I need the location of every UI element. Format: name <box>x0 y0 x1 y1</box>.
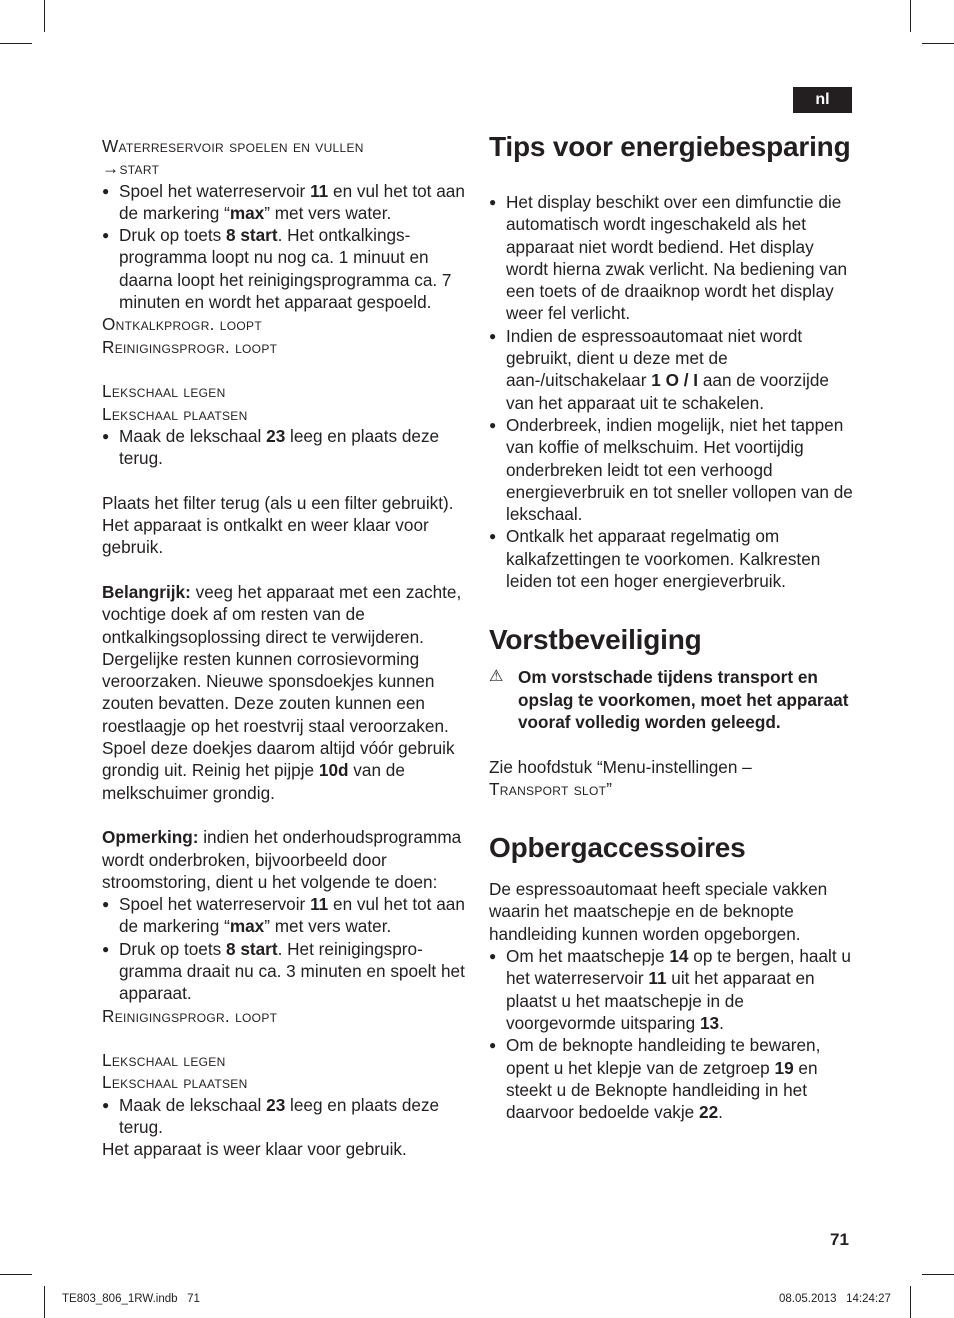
language-tab: nl <box>793 87 852 113</box>
warning-note: ⚠ Om vorstschade tijdens transport en opslag te voorkomen, moet het apparaat vooraf volledig worden geleegd. <box>489 667 849 732</box>
display-message: Waterreservoir spoelen en vullen <box>102 136 364 156</box>
list-item: ● Om de beknopte handleiding te bewaren, opent u het klepje van de zetgroep 19 en steekt u de Beknopte handleiding in het daarvoor bedoelde vakje 22. <box>489 1034 854 1123</box>
paragraph: Opmerking: indien het onderhoudsprogramma wordt onderbroken, bijvoorbeeld door stroomstoring, dient u het volgende te doen: <box>102 827 462 892</box>
display-message: →start <box>102 158 160 179</box>
crop-mark <box>910 1286 911 1318</box>
crop-mark <box>44 1286 45 1318</box>
list-item: ● Indien de espressoautomaat niet wordt gebruikt, dient u deze met de aan-/uitschakelaar 1 O / I aan de voorzijde van het apparaat uit te schakelen. <box>489 325 854 414</box>
list-item: ● Druk op toets 8 start. Het ontkalkingsprogramma loopt nu nog ca. 1 minuut en daarna loopt het reinigingsprogramma ca. 7 minuten en wordt het apparaat gespoeld. <box>102 224 467 313</box>
arrow-icon: → <box>102 158 120 179</box>
list-item: ● Spoel het waterreservoir 11 en vul het tot aan de markering “max” met vers water. <box>102 180 467 225</box>
display-message: Lekschaal plaatsen <box>102 403 248 424</box>
paragraph: Transport slot” <box>489 778 613 799</box>
page-number: 71 <box>830 1230 849 1249</box>
crop-mark <box>44 0 45 32</box>
heading-storage: Opbergaccessoires <box>489 832 746 864</box>
right-column <box>489 130 854 1123</box>
crop-mark <box>922 43 954 44</box>
display-message: Lekschaal legen <box>102 1050 226 1071</box>
display-message: Lekschaal plaatsen <box>102 1072 248 1093</box>
paragraph: De espressoautomaat heeft speciale vakken waarin het maatschepje en de beknopte handleiding kunnen worden opgeborgen. <box>489 879 828 944</box>
paragraph: Het apparaat is weer klaar voor gebruik. <box>102 1139 407 1160</box>
display-message: Reinigingsprogr. loopt <box>102 336 278 357</box>
list-item: ● Spoel het waterreservoir 11 en vul het tot aan de markering “max” met vers water. <box>102 893 467 938</box>
paragraph: Belangrijk: veeg het apparaat met een zachte, vochtige doek af om resten van de ontkalkingsoplossing direct te verwijderen. Dergelijke resten kunnen corrosievorming veroorzaken. Nieuwe sponsdoekjes kunnen zouten bevatten. Deze zouten kunnen een roestlaagje op het roestvrij staal veroorzaken. Spoel deze doekjes daarom altijd vóór gebruik grondig uit. Reinig het pijpje 10d van de melkschuimer grondig. <box>102 581 462 803</box>
crop-mark <box>910 0 911 32</box>
paragraph: Plaats het filter terug (als u een filter gebruikt). Het apparaat is ontkalkt en weer klaar voor gebruik. <box>102 492 454 558</box>
list-item: ● Het display beschikt over een dimfunctie die automatisch wordt ingeschakeld als het apparaat niet wordt bediend. Het display wordt hierna zwak verlicht. Na bediening van een toets of de draaiknop wordt het display weer fel verlicht. <box>489 191 854 325</box>
crop-mark <box>0 1274 32 1275</box>
list-item: ● Maak de lekschaal 23 leeg en plaats deze terug. <box>102 1094 467 1139</box>
display-message: Reinigingsprogr. loopt <box>102 1005 278 1026</box>
footer-datetime: 08.05.2013 14:24:27 <box>779 1293 891 1305</box>
crop-mark <box>0 43 32 44</box>
left-column <box>102 135 467 1161</box>
list-item: ● Druk op toets 8 start. Het reinigingsprogramma draait nu ca. 3 minuten en spoelt het apparaat. <box>102 938 467 1005</box>
list-item: ● Ontkalk het apparaat regelmatig om kalkafzettingen te voorkomen. Kalkresten leiden tot een hoger energieverbruik. <box>489 525 854 592</box>
heading-frost: Vorstbeveiliging <box>489 624 702 656</box>
warning-icon: ⚠ <box>489 668 504 686</box>
crop-mark <box>922 1274 954 1275</box>
footer-file: TE803_806_1RW.indb 71 <box>62 1293 200 1305</box>
heading-tips: Tips voor energiebesparing <box>489 131 851 162</box>
paragraph: Zie hoofdstuk “Menu-instellingen – <box>489 756 752 777</box>
list-item: ● Onderbreek, indien mogelijk, niet het tappen van koffie of melkschuim. Het voortijdig onderbreken leidt tot een verhoogd energieverbruik en tot sneller vollopen van de lekschaal. <box>489 414 854 525</box>
display-message: Lekschaal legen <box>102 381 226 402</box>
list-item: ● Om het maatschepje 14 op te bergen, haalt u het waterreservoir 11 uit het apparaat en plaatst u het maatschepje in de voorgevormde uitsparing 13. <box>489 945 854 1034</box>
list-item: ● Maak de lekschaal 23 leeg en plaats deze terug. <box>102 425 467 470</box>
display-message: Ontkalkprogr. loopt <box>102 314 262 335</box>
